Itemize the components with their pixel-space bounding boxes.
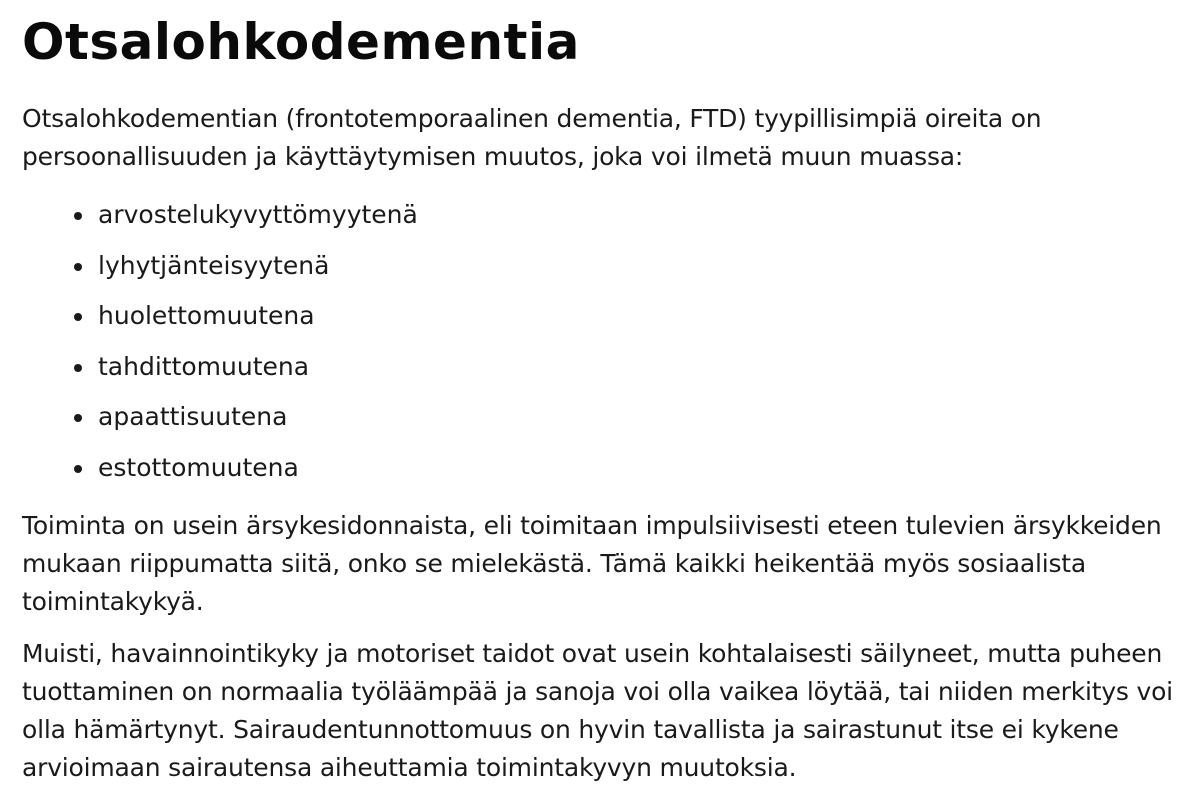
bullet-icon xyxy=(74,212,82,220)
cognition-paragraph: Muisti, havainnointikyky ja motoriset taidot ovat usein kohtalaisesti säilyneet, mutta puheen tuottaminen on normaalia työläämpää ja sanoja voi olla vaikea löytää, tai niiden merkitys voi olla hämärtynyt. Sairaudentunnottomuus on hyvin tavallista ja sairastunut itse ei kykene arvioimaan sairautensa aiheuttamia toimintakyvyn muutoksia. xyxy=(22,639,1173,782)
bullet-icon xyxy=(74,313,82,321)
list-item xyxy=(74,342,1192,393)
list-item xyxy=(74,392,1192,443)
list-item xyxy=(74,291,1192,342)
list-item-text: estottomuutena xyxy=(98,452,299,482)
bullet-icon xyxy=(74,465,82,473)
list-item-text: apaattisuutena xyxy=(98,402,288,431)
list-item xyxy=(74,443,1192,494)
list-item-text: arvostelukyvyttömyytenä xyxy=(98,200,418,229)
bullet-icon xyxy=(74,414,82,422)
article xyxy=(22,0,1192,787)
list-item-text: tahdittomuutena xyxy=(98,351,310,381)
intro-paragraph: Otsalohkodementian (frontotemporaalinen dementia, FTD) tyypillisimpiä oireita on persoonallisuuden ja käyttäytymisen muutos, joka voi ilmetä muun muassa: xyxy=(22,104,1042,171)
bullet-icon xyxy=(74,364,82,372)
list-item-text: lyhytjänteisyytenä xyxy=(98,250,330,280)
page-title: Otsalohkodementia xyxy=(22,13,580,71)
symptom-list xyxy=(22,190,1192,493)
list-item xyxy=(74,190,1192,241)
list-item-text: huolettomuutena xyxy=(98,301,315,330)
bullet-icon xyxy=(74,263,82,271)
list-item xyxy=(74,241,1192,292)
behavior-paragraph: Toiminta on usein ärsykesidonnaista, eli toimitaan impulsiivisesti eteen tulevien ärsykkeiden mukaan riippumatta siitä, onko se mielekästä. Tämä kaikki heikentää myös sosiaalista toimintakykyä. xyxy=(22,511,1162,616)
